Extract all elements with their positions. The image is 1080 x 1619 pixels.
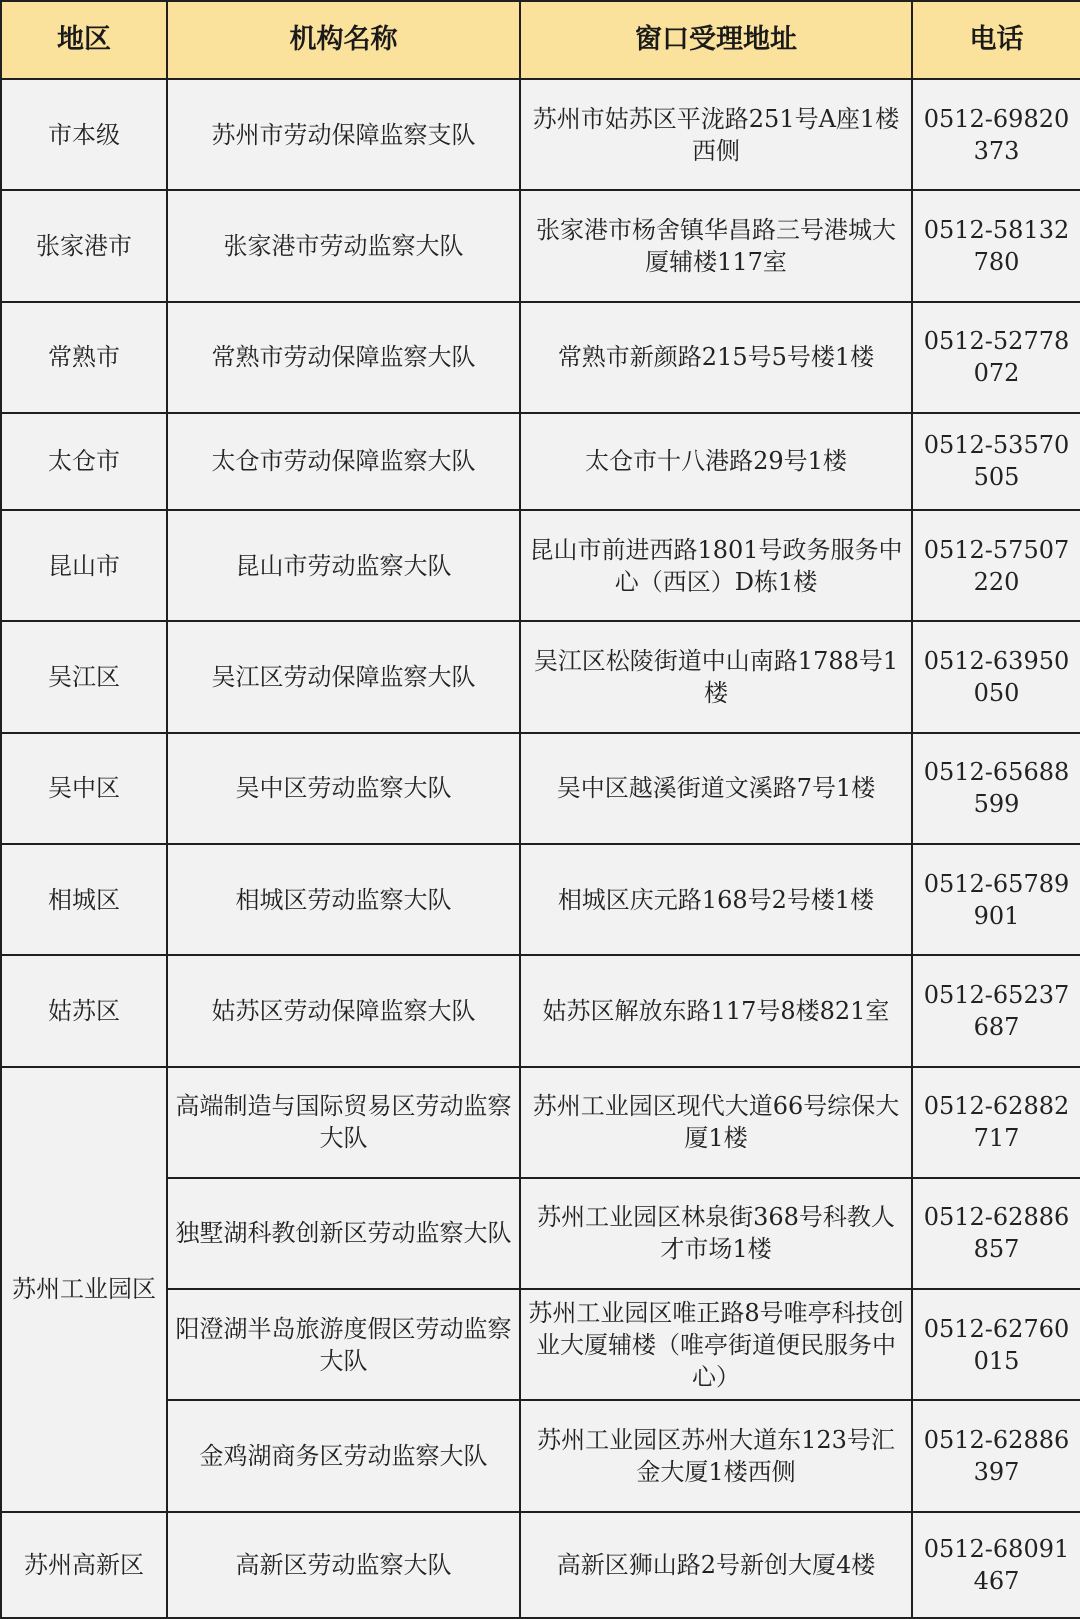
table-row [1,190,1080,301]
column-header-phone: 电话 [912,1,1080,79]
table-row [1,413,1080,510]
region-cell: 相城区 [1,844,167,955]
org-cell: 吴江区劳动保障监察大队 [167,621,520,732]
table-row [1,733,1080,844]
column-header-region: 地区 [1,1,167,79]
table-row [1,844,1080,955]
address-cell: 苏州工业园区苏州大道东123号汇金大厦1楼西侧 [520,1400,912,1511]
org-cell: 昆山市劳动监察大队 [167,510,520,621]
org-cell: 太仓市劳动保障监察大队 [167,413,520,510]
phone-cell: 0512-65789901 [912,844,1080,955]
phone-cell: 0512-65237687 [912,955,1080,1066]
phone-cell: 0512-65688599 [912,733,1080,844]
org-cell: 吴中区劳动监察大队 [167,733,520,844]
address-cell: 相城区庆元路168号2号楼1楼 [520,844,912,955]
table-row [1,1067,1080,1178]
org-cell: 高端制造与国际贸易区劳动监察大队 [167,1067,520,1178]
table-row [1,955,1080,1066]
table-row [1,621,1080,732]
phone-cell: 0512-63950050 [912,621,1080,732]
address-cell: 苏州市姑苏区平泷路251号A座1楼西侧 [520,79,912,190]
address-cell: 吴江区松陵街道中山南路1788号1楼 [520,621,912,732]
region-cell: 苏州高新区 [1,1512,167,1618]
phone-cell: 0512-68091467 [912,1512,1080,1618]
address-cell: 苏州工业园区林泉街368号科教人才市场1楼 [520,1178,912,1289]
column-header-org: 机构名称 [167,1,520,79]
table-row [1,302,1080,413]
org-cell: 独墅湖科教创新区劳动监察大队 [167,1178,520,1289]
address-cell: 姑苏区解放东路117号8楼821室 [520,955,912,1066]
phone-cell: 0512-69820373 [912,79,1080,190]
table-row [1,79,1080,190]
phone-cell: 0512-53570505 [912,413,1080,510]
org-cell: 阳澄湖半岛旅游度假区劳动监察大队 [167,1289,520,1400]
address-cell: 张家港市杨舍镇华昌路三号港城大厦辅楼117室 [520,190,912,301]
address-cell: 昆山市前进西路1801号政务服务中心（西区）D栋1楼 [520,510,912,621]
table-header-row [1,1,1080,79]
address-cell: 高新区狮山路2号新创大厦4楼 [520,1512,912,1618]
phone-cell: 0512-62886857 [912,1178,1080,1289]
address-cell: 吴中区越溪街道文溪路7号1楼 [520,733,912,844]
phone-cell: 0512-62882717 [912,1067,1080,1178]
org-cell: 相城区劳动监察大队 [167,844,520,955]
phone-cell: 0512-58132780 [912,190,1080,301]
address-cell: 苏州工业园区唯正路8号唯亭科技创业大厦辅楼（唯亭街道便民服务中心） [520,1289,912,1400]
address-cell: 常熟市新颜路215号5号楼1楼 [520,302,912,413]
phone-cell: 0512-62886397 [912,1400,1080,1511]
phone-cell: 0512-52778072 [912,302,1080,413]
org-cell: 张家港市劳动监察大队 [167,190,520,301]
address-cell: 太仓市十八港路29号1楼 [520,413,912,510]
region-cell: 昆山市 [1,510,167,621]
table-row [1,1512,1080,1618]
table-row [1,510,1080,621]
org-cell: 姑苏区劳动保障监察大队 [167,955,520,1066]
region-cell: 张家港市 [1,190,167,301]
address-cell: 苏州工业园区现代大道66号综保大厦1楼 [520,1067,912,1178]
org-cell: 苏州市劳动保障监察支队 [167,79,520,190]
region-cell: 太仓市 [1,413,167,510]
region-cell: 常熟市 [1,302,167,413]
region-cell-merged: 苏州工业园区 [1,1067,167,1512]
org-cell: 常熟市劳动保障监察大队 [167,302,520,413]
column-header-address: 窗口受理地址 [520,1,912,79]
org-cell: 高新区劳动监察大队 [167,1512,520,1618]
org-cell: 金鸡湖商务区劳动监察大队 [167,1400,520,1511]
region-cell: 姑苏区 [1,955,167,1066]
region-cell: 吴中区 [1,733,167,844]
region-cell: 吴江区 [1,621,167,732]
phone-cell: 0512-57507220 [912,510,1080,621]
phone-cell: 0512-62760015 [912,1289,1080,1400]
region-cell: 市本级 [1,79,167,190]
